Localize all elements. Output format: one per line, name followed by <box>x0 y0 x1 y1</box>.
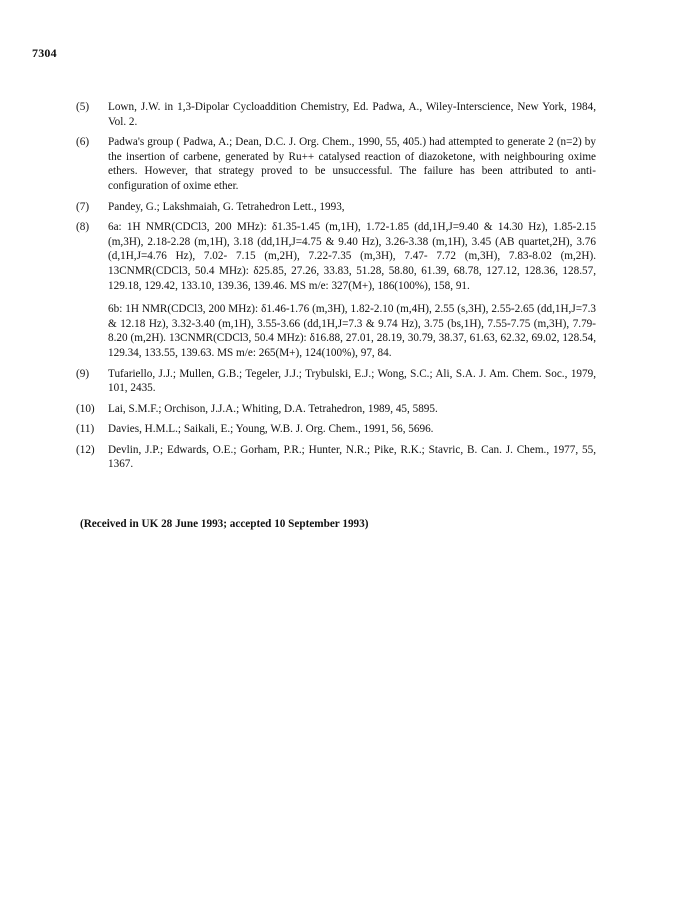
reference-text: Lown, J.W. in 1,3-Dipolar Cycloaddition Chemistry, Ed. Padwa, A., Wiley-Interscience, New York, 1984, Vol. 2. <box>108 101 596 128</box>
nmr-data-6a: 6a: 1H NMR(CDCl3, 200 MHz): δ1.35-1.45 (m,1H), 1.72-1.85 (dd,1H,J=9.40 & 14.30 Hz), 1.85-2.15 (m,3H), 2.18-2.28 (m,1H), 3.18 (dd,1H,J=4.75 & 9.40 Hz), 3.26-3.38 (m,1H), 3.45 (AB quartet,2H), 3.76 (d,1H,J=4.76 Hz), 7.02- 7.15 (m,2H), 7.22-7.35 (m,3H), 7.47- 7.72 (m,3H), 7.83-8.02 (m,2H). 13CNMR(CDCl3, 50.4 MHz): δ25.85, 27.26, 33.83, 51.28, 58.80, 61.39, 68.78, 127.12, 128.36, 128.57, 129.18, 129.42, 133.10, 139.36, 139.46. MS m/e: 327(M+), 186(100%), 158, 91. <box>108 221 596 292</box>
reference-text: Devlin, J.P.; Edwards, O.E.; Gorham, P.R.; Hunter, N.R.; Pike, R.K.; Stavric, B. Can. J. Chem., 1977, 55, 1367. <box>108 443 596 471</box>
page-number: 7304 <box>32 46 57 60</box>
reference-text: Pandey, G.; Lakshmaiah, G. Tetrahedron Lett., 1993, <box>108 200 345 213</box>
received-note: (Received in UK 28 June 1993; accepted 10 September 1993) <box>80 518 369 530</box>
nmr-data-6b: 6b: 1H NMR(CDCl3, 200 MHz): δ1.46-1.76 (m,3H), 1.82-2.10 (m,4H), 2.55 (s,3H), 2.55-2.65 (dd,1H,J=7.3 & 12.18 Hz), 3.32-3.40 (m,1H), 3.55-3.66 (dd,1H,J=7.3 & 9.74 Hz), 3.75 (bs,1H), 7.55-7.75 (m,3H), 7.79-8.20 (m,2H). 13CNMR(CDCl3, 50.4 MHz): δ16.88, 27.01, 28.19, 30.79, 38.37, 61.63, 62.32, 69.02, 128.54, 129.34, 133.55, 139.63. MS m/e: 265(M+), 124(100%), 97, 84. <box>108 303 596 359</box>
reference-12 <box>76 443 596 472</box>
reference-number: (8) <box>76 221 90 234</box>
reference-6 <box>76 135 596 193</box>
reference-number: (7) <box>76 200 90 213</box>
reference-7 <box>76 200 596 215</box>
reference-number: (10) <box>76 402 95 415</box>
reference-text: Lai, S.M.F.; Orchison, J.J.A.; Whiting, D.A. Tetrahedron, 1989, 45, 5895. <box>108 402 438 415</box>
reference-number: (9) <box>76 367 90 380</box>
reference-number: (12) <box>76 443 95 456</box>
reference-9 <box>76 367 596 396</box>
reference-5 <box>76 100 596 129</box>
reference-text: Padwa's group ( Padwa, A.; Dean, D.C. J. Org. Chem., 1990, 55, 405.) had attempted to generate 2 (n=2) by the insertion of carbene, generated by Ru++ catalysed reaction of diazoketone, with neighbouring oxime ethers. However, that strategy proved to be unsuccessful. The failure has been attributed to anti-configuration of oxime ether. <box>108 136 596 192</box>
reference-number: (11) <box>76 423 95 436</box>
reference-number: (5) <box>76 101 90 113</box>
reference-text: Tufariello, J.J.; Mullen, G.B.; Tegeler, J.J.; Trybulski, E.J.; Wong, S.C.; Ali, S.A. J. Am. Chem. Soc., 1979, 101, 2435. <box>108 367 596 395</box>
reference-number: (6) <box>76 136 90 149</box>
reference-list <box>76 100 596 478</box>
reference-8 <box>76 220 596 360</box>
reference-10 <box>76 402 596 417</box>
reference-text: Davies, H.M.L.; Saikali, E.; Young, W.B. J. Org. Chem., 1991, 56, 5696. <box>108 423 434 436</box>
reference-11 <box>76 422 596 437</box>
